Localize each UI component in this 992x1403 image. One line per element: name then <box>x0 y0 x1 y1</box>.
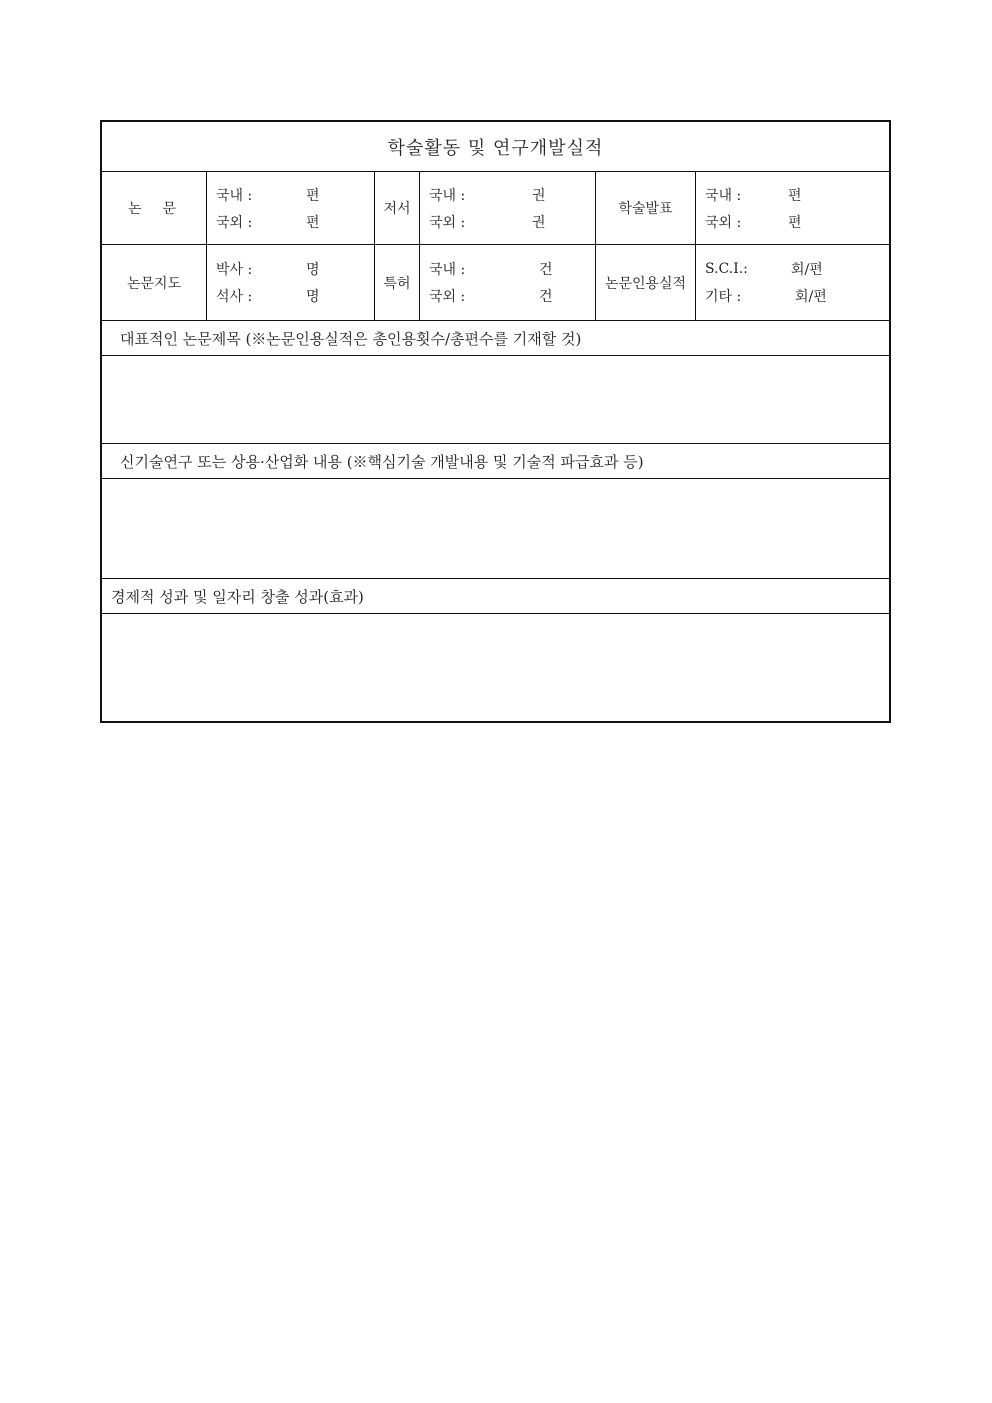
presentations-label: 학술발표 <box>596 172 696 244</box>
patents-domestic: 국내 : 건 <box>429 262 553 278</box>
advising-label: 논문지도 <box>102 245 207 320</box>
advising-masters: 석사 : 명 <box>216 289 320 305</box>
presentations-foreign: 국외 : 편 <box>705 214 802 231</box>
books-foreign: 국외 : 권 <box>429 214 546 231</box>
section-new-technology-field[interactable] <box>102 479 889 579</box>
presentations-domestic: 국내 : 편 <box>705 187 802 204</box>
section-economic-outcome-heading: 경제적 성과 및 일자리 창출 성과(효과) <box>102 579 889 614</box>
advising-doctoral: 박사 : 명 <box>216 262 320 278</box>
presentations-values <box>696 172 889 244</box>
books-domestic: 국내 : 권 <box>429 187 546 204</box>
papers-values <box>207 172 375 244</box>
section-economic-outcome-field[interactable] <box>102 614 889 721</box>
books-label: 저서 <box>375 172 420 244</box>
citations-values <box>696 245 889 320</box>
section-representative-papers-field[interactable] <box>102 356 889 444</box>
citations-other: 기타 : 회/편 <box>705 289 827 305</box>
table-title: 학술활동 및 연구개발실적 <box>102 122 889 172</box>
books-values <box>420 172 596 244</box>
row-papers-books-presentations <box>102 172 889 245</box>
advising-values <box>207 245 375 320</box>
papers-foreign: 국외 : 편 <box>216 214 320 231</box>
citations-label: 논문인용실적 <box>596 245 696 320</box>
section-representative-papers-heading: 대표적인 논문제목 (※논문인용실적은 총인용횟수/총편수를 기재할 것) <box>102 321 889 356</box>
papers-domestic: 국내 : 편 <box>216 187 320 204</box>
patents-values <box>420 245 596 320</box>
citations-sci: S.C.I.: 회/편 <box>705 261 823 278</box>
patents-label: 특허 <box>375 245 420 320</box>
patents-foreign: 국외 : 건 <box>429 289 553 305</box>
papers-label: 논 문 <box>102 172 207 244</box>
row-advising-patents-citations <box>102 245 889 321</box>
section-new-technology-heading: 신기술연구 또는 상용·산업화 내용 (※핵심기술 개발내용 및 기술적 파급효과 등) <box>102 444 889 479</box>
academic-activity-table <box>100 120 891 723</box>
